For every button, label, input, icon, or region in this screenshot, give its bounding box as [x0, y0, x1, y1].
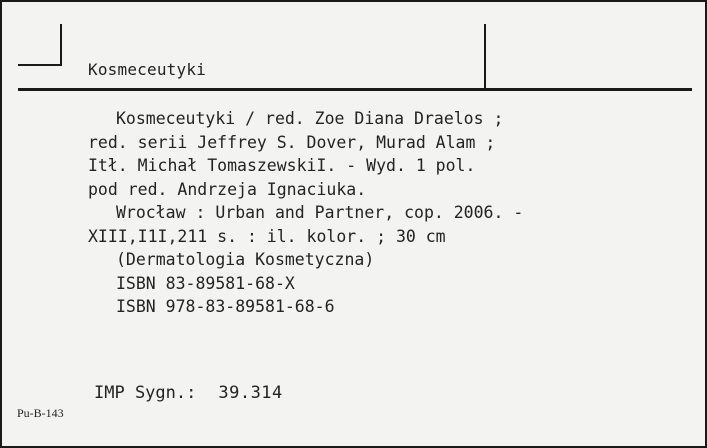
description-line: Wrocław : Urban and Partner, cop. 2006. -: [116, 203, 524, 222]
description-line: pod red. Andrzeja Ignaciuka.: [88, 179, 367, 199]
corner-rule-vertical: [60, 24, 62, 66]
call-number-row: [94, 383, 283, 403]
library-stamp: Pu-B-143: [17, 406, 64, 420]
description-line: XIII,I1I,211 s. : il. kolor. ; 30 cm: [88, 226, 446, 246]
isbn-line: ISBN 83-89581-68-X: [116, 273, 295, 293]
series-line: (Dermatologia Kosmetyczna): [116, 250, 375, 269]
header-divider-vertical: [484, 24, 486, 88]
description-line: Itł. Michał TomaszewskiI. - Wyd. 1 pol.: [88, 156, 476, 175]
call-number-label: IMP Sygn.:: [94, 383, 197, 403]
corner-rule-horizontal: [18, 64, 62, 66]
call-number: 39.314: [218, 383, 283, 403]
header-underline: [18, 88, 692, 91]
description-line: red. serii Jeffrey S. Dover, Murad Alam ;: [88, 132, 496, 152]
description-line: Kosmeceutyki / red. Zoe Diana Draelos ;: [116, 109, 504, 128]
bibliographic-description: [88, 107, 523, 319]
isbn-line: ISBN 978-83-89581-68-6: [116, 297, 335, 316]
card-heading: Kosmeceutyki: [88, 60, 206, 79]
